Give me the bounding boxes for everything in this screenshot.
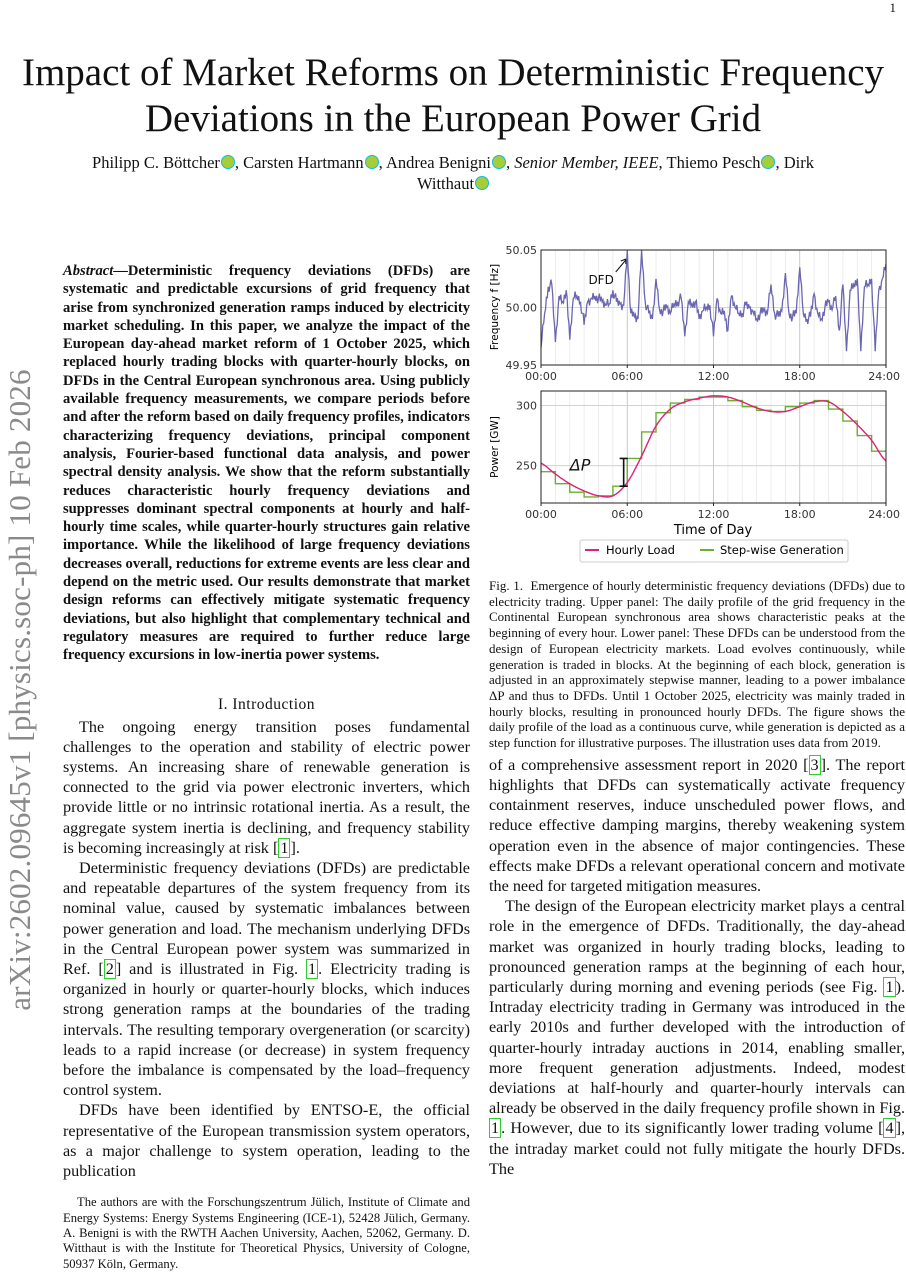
dfd-annotation: DFD [588,273,614,287]
delta-p-bracket [620,458,628,486]
x-axis-label: Time of Day [673,523,753,538]
x-tick-label: 06:00 [611,508,644,521]
two-column-body [0,240,906,1272]
text: ], the intraday market could not fully mitigate the hourly DFDs. The [489,1119,905,1178]
author: Dirk Witthaut [416,153,814,193]
y-tick-label: 250 [516,459,537,473]
right-column [489,240,905,1272]
figure-link[interactable]: 1 [885,977,894,996]
y-tick-label: 50.00 [505,301,537,315]
author: Philipp C. Böttcher [92,153,220,172]
text: The ongoing energy transition poses fundamental challenges to the operation and stability of electric power systems. An increasing share of renewable generation is connected to the grid via power electronic inverters, which provide little or no intrinsic rotational inertia. As a result, the aggregate system inertia is declining, and frequency stability is becoming increasingly at risk [ [63,717,470,857]
y-tick-label: 300 [516,399,537,413]
citation-link[interactable]: 1 [280,838,289,857]
text: of a comprehensive assessment report in 2020 [ [489,755,809,774]
x-tick-label: 00:00 [525,370,557,383]
arxiv-stamp-text: arXiv:2602.09645v1 [physics.soc-ph] 10 Feb 2026 [2,369,37,1011]
author: Carsten Hartmann [243,153,364,172]
orcid-icon[interactable] [475,176,489,190]
abstract-label: Abstract [63,263,114,279]
paragraph [63,858,470,1100]
author: Andrea Benigni [386,153,491,172]
text: ]. [290,838,300,857]
paragraph [489,755,905,896]
text: Deterministic frequency deviations (DFDs) are predictable and repeatable departures of the system frequency from its nominal value, caused by systematic imbalances between power generation and load. The mechanism underlying DFDs in the Central European power system was summarized in Ref. [ [63,858,470,978]
orcid-icon[interactable] [365,155,379,169]
y-axis-label: Frequency f [Hz] [489,263,501,351]
abstract-text: —Deterministic frequency deviations (DFDs) are systematic and predictable excursions of grid frequency that arise from synchronized generation ramps induced by electricity market scheduling. In this paper, we analyze the impact of the European day-ahead market reform of 1 October 2025, which replaced hourly trading blocks with quarter-hourly blocks, on DFDs in the Central European synchronous area. Using publicly available frequency measurements, we compare periods before and after the reform based on daily frequency profiles, indicators characterizing frequency deviations, principal component analysis, Fourier-based functional data analysis, and power spectral density analysis. We show that the reform substantially reduces characteristic hourly frequency deviations and suppresses dominant spectral components at hourly and half-hourly time scales, while quarter-hourly structures gain relative importance. While the likelihood of large frequency deviations decreases overall, reductions for extreme events are less clear and depend on the metric used. Our results demonstrate that market design reforms can effectively mitigate systematic frequency deviations, but also highlight that complementary technical and regulatory measures are required to further reduce large frequency excursions in low-inertia power systems. [63,263,470,664]
intro-left-column [63,717,470,1182]
text: ] and is illustrated in Fig. [115,959,306,978]
text: . Electricity trading is organized in hourly or quarter-hourly blocks, which induces strong generation ramps at the boundaries of the trading intervals. The resulting temporary overgeneration (or scarcity) leads to a rapid increase (or decrease) in system frequency before the imbalance is compensated by the load–frequency control system. [63,959,471,1100]
legend-label: Hourly Load [606,543,675,557]
paragraph [63,717,470,858]
author-membership: Senior Member, IEEE [514,153,659,172]
section-heading: I. Introduction [217,695,316,713]
paper-title: Impact of Market Reforms on Deterministic Frequency Deviations in the European Power Grid [21,51,885,140]
text: The design of the European electricity market plays a central role in the emergence of DFDs. Traditionally, the day-ahead market was organized in hourly trading blocks, leading to pronounced generation ramps at the beginning of each hour, particularly during morning and evening periods (see Fig. [489,897,905,996]
orcid-icon[interactable] [761,155,775,169]
text: . However, due to its significantly lower trading volume [ [501,1119,884,1138]
x-tick-label: 18:00 [783,370,816,383]
y-axis-label: Power [GW] [489,416,501,478]
caption-label: Fig. 1. [489,578,524,593]
figure-link[interactable]: 1 [308,959,317,978]
delta-p-annotation: ΔP [569,455,591,475]
intro-right-column [489,755,905,1179]
paragraph [63,1100,470,1181]
x-tick-label: 12:00 [697,508,730,521]
left-column [63,240,470,1272]
author: Thiemo Pesch [666,153,761,172]
citation-link[interactable]: 3 [810,755,819,774]
footnote [63,1181,470,1272]
orcid-icon[interactable] [221,155,235,169]
x-tick-label: 24:00 [868,370,900,383]
legend [580,540,848,562]
x-tick-label: 24:00 [868,508,900,521]
caption-text: Emergence of hourly deterministic frequency deviations (DFDs) due to electricity trading. Upper panel: The daily profile of the grid frequency in the Continental European synchronous area shows characteristic peaks at the beginning of every hour. Lower panel: These DFDs can be understood from the design of European electricity markets. Load evolves continuously, while generation is traded in blocks. At the beginning of each block, generation is adjusted in an approximately stepwise manner, leading to a power imbalance ΔP and thus to DFDs. Until 1 October 2025, electricity was mainly traded in hourly blocks, resulting in pronounced hourly DFDs. The figure shows the daily profile of the load as a continuous curve, while generation is depicted as a step function for illustrative purposes. The illustration uses data from 2019. [489,578,906,751]
paragraph [489,896,905,1179]
y-tick-label: 50.05 [505,244,537,257]
orcid-icon[interactable] [492,155,506,169]
author-list: Philipp C. Böttcher , Carsten Hartmann , Andrea Benigni , Senior Member, IEEE, Thiemo Pesch , Dirk Witthaut [92,153,814,193]
figure-1 [480,240,906,570]
figure-caption [489,578,905,751]
citation-link[interactable]: 4 [885,1119,894,1138]
arxiv-stamp [0,240,40,1140]
footnote-text: The authors are with the Forschungszentrum Jülich, Institute of Climate and Energy Systems: Energy Systems Engineering (ICE-1), 52428 Jülich, Germany. A. Benigni is with the RWTH Aachen University, Aachen, 52062, Germany. D. Witthaut is with the Institute for Theoretical Physics, University of Cologne, 50937 Köln, Germany. [63,1195,470,1271]
figure-link[interactable]: 1 [491,1119,500,1138]
abstract [63,262,470,665]
citation-link[interactable]: 2 [105,959,114,978]
x-tick-label: 18:00 [783,508,816,521]
text: ). Intraday electricity trading in Germany was introduced in the early 2010s and further developed with the introduction of quarter-hourly intraday auctions in 2014, enabling smaller, more frequent generation adjustments. Indeed, modest deviations at half-hourly and quarter-hourly intervals can already be observed in the daily frequency profile shown in Fig. [489,977,905,1118]
annotation-arrow [616,260,626,272]
x-tick-label: 06:00 [611,370,644,383]
text: ]. The report highlights that DFDs can systematically activate frequency containment reserves, induce unscheduled power flows, and reduce effective damping margins, thereby weakening system operation even in the absence of major contingencies. These effects make DFDs a relevant operational concern and motivate the need for targeted mitigation measures. [489,755,905,895]
legend-label: Step-wise Generation [720,543,844,557]
frequency-panel [506,244,901,383]
page-number: 1 [889,0,896,15]
y-tick-label: 49.95 [505,359,537,372]
x-tick-label: 00:00 [525,508,557,521]
power-panel [516,391,900,521]
x-tick-label: 12:00 [697,370,730,383]
text: DFDs have been identified by ENTSO-E, the official representative of the European transmission system operators, as a major challenge to system operation, leading to the publication [63,1101,470,1180]
